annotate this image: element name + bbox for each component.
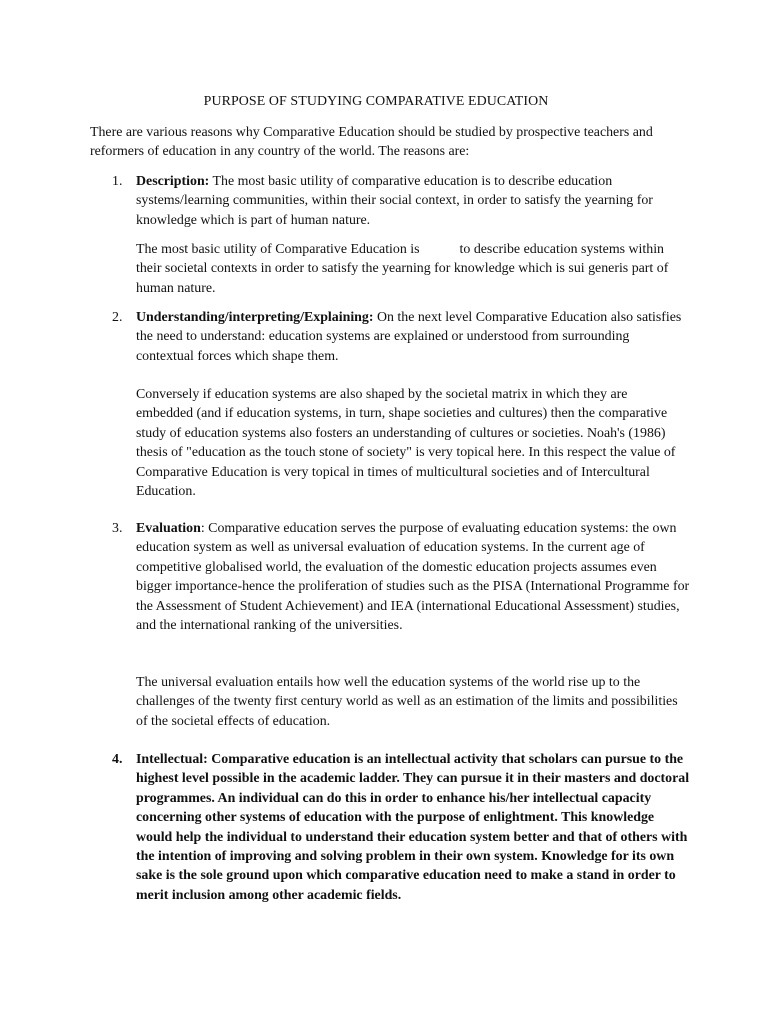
item-paragraph bbox=[136, 308, 690, 366]
item-label: Evaluation bbox=[136, 521, 201, 536]
item-number: 4. bbox=[112, 752, 123, 767]
item-text: On the next level Comparative Education also satisfies the need to understand: education systems are explained or understood from surrounding contextual forces which shape them. bbox=[136, 310, 682, 364]
item-number: 1. bbox=[112, 174, 123, 189]
list-item-evaluation bbox=[90, 519, 690, 635]
item-paragraph: Intellectual: Comparative education is an intellectual activity that scholars can pursue to the highest level possible in the academic ladder. They can pursue it in their masters and doctoral programmes. An individual can do this in order to enhance his/her intellectual capacity concerning other systems of education with the purpose of enlightment. This knowledge would help the individual to understand their education system better and that of others with the intention of improving and solving problem in their own system. Knowledge for its own sake is the sole ground upon which comparative education need to make a stand in order to merit inclusion among other academic fields. bbox=[136, 752, 690, 903]
item-label: Description: bbox=[136, 174, 210, 189]
item-paragraph bbox=[136, 172, 690, 230]
item-number: 2. bbox=[112, 310, 123, 325]
item-label: Understanding/interpreting/Explaining: bbox=[136, 310, 374, 325]
item-paragraph bbox=[136, 519, 690, 635]
item-text: The most basic utility of comparative education is to describe education systems/learning communities, within their social context, in order to satisfy the yearning for knowledge which is part of human nature. bbox=[136, 174, 653, 228]
item-text: : Comparative education serves the purpose of evaluating education systems: the own education system as well as universal evaluation of education systems. In the current age of competitive globalised world, the evaluation of the domestic education projects assumes even bigger importance-hence the proliferation of studies such as the PISA (International Programme for the Assessment of Student Achievement) and IEA (international Educational Assessment) studies, and the international ranking of the universities. bbox=[136, 521, 690, 634]
list-item-intellectual bbox=[90, 750, 690, 905]
item-extra-paragraph bbox=[136, 240, 684, 298]
extra-text-b: to describe education systems within their societal contexts in order to satisfy the yearning for knowledge which is sui generis part of human nature. bbox=[136, 242, 669, 296]
intro-paragraph: There are various reasons why Comparative Education should be studied by prospective teachers and reformers of education in any country of the world. The reasons are: bbox=[90, 125, 653, 160]
item-number: 3. bbox=[112, 521, 123, 536]
document-title: PURPOSE OF STUDYING COMPARATIVE EDUCATION bbox=[203, 94, 549, 109]
list-item-description bbox=[90, 172, 690, 230]
list-item-understanding bbox=[90, 308, 690, 366]
item-extra-paragraph: Conversely if education systems are also shaped by the societal matrix in which they are embedded (and if education systems, in turn, shape societies and cultures) then the comparative study of education systems also fosters an understanding of cultures or societies. Noah's (1986) thesis of "education as the touch stone of society" is very topical here. In this respect the value of Comparative Education is very topical in times of multicultural societies and of Intercultural Education. bbox=[136, 387, 676, 500]
item-extra-paragraph: The universal evaluation entails how well the education systems of the world rise up to the challenges of the twenty first century world as well as an estimation of the limits and possibilities of the societal effects of education. bbox=[136, 675, 678, 729]
extra-text-a: The most basic utility of Comparative Education is bbox=[136, 242, 420, 257]
